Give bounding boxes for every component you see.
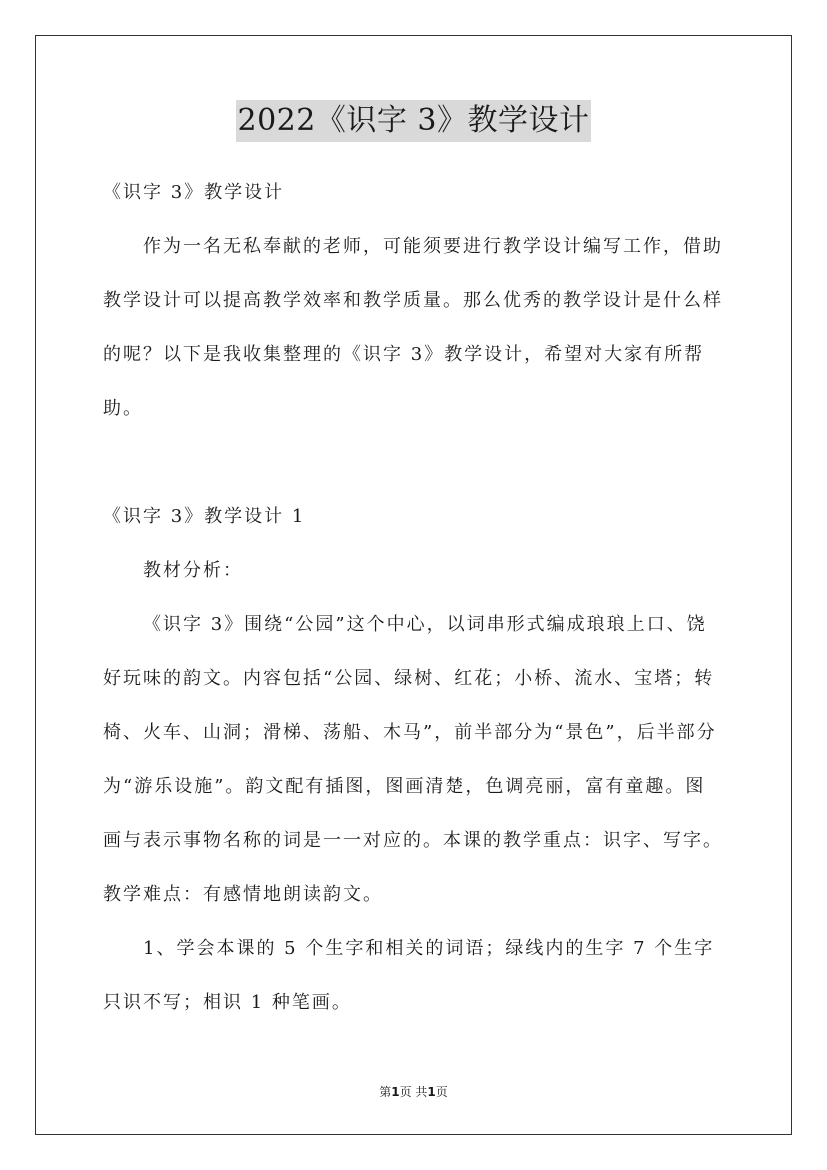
page-footer: [0, 1083, 827, 1100]
document-subtitle: 《识字 3》教学设计: [103, 182, 285, 203]
footer-total-pages: 1: [427, 1085, 436, 1099]
footer-mid: 页 共: [399, 1085, 428, 1099]
analysis-label: 教材分析：: [143, 560, 243, 581]
objective-item-1: 1、学会本课的 5 个生字和相关的词语；绿线内的生字 7 个生字只识不写；相识 1 种笔画。: [103, 938, 715, 1013]
analysis-paragraph: 《识字 3》围绕“公园”这个中心，以词串形式编成琅琅上口、饶好玩味的韵文。内容包括“公园、绿树、红花；小桥、流水、宝塔；转椅、火车、山洞；滑梯、荡船、木马”，前半部分为“景色”，后半部分为“游乐设施”。韵文配有插图，图画清楚，色调亮丽，富有童趣。图画与表示事物名称的词是一一对应的。本课的教学重点：识字、写字。教学难点：有感情地朗读韵文。: [103, 614, 723, 905]
title-container: [0, 100, 827, 142]
intro-paragraph: 作为一名无私奉献的老师，可能须要进行教学设计编写工作，借助教学设计可以提高教学效率和教学质量。那么优秀的教学设计是什么样的呢？以下是我收集整理的《识字 3》教学设计，希望对大家有所帮助。: [103, 236, 723, 419]
document-title: 2022《识字 3》教学设计: [236, 100, 592, 142]
footer-prefix: 第: [379, 1085, 392, 1099]
footer-page-number: 1: [391, 1085, 400, 1099]
footer-suffix: 页: [435, 1085, 448, 1099]
section-heading: 《识字 3》教学设计 1: [103, 506, 306, 527]
